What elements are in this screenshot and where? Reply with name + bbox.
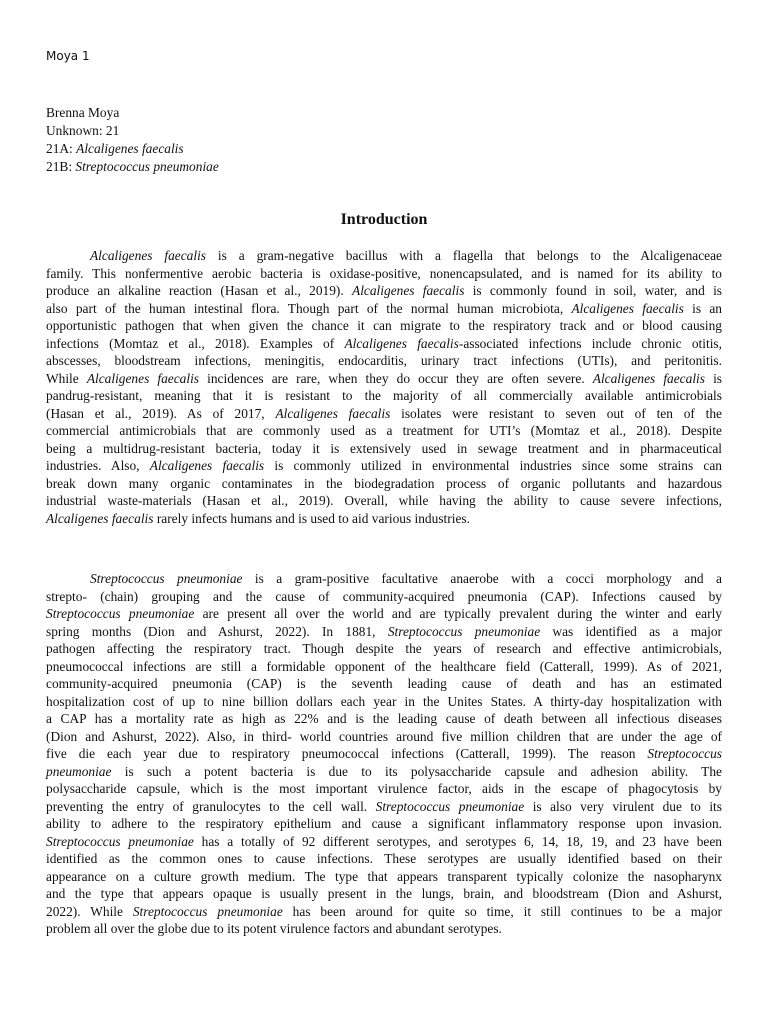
paragraph-line: [46, 492, 722, 510]
paragraph-line: [46, 850, 722, 868]
text-run: family. This nonfermentive aerobic bacteria is oxidase-positive, nonencapsulated, and is named for its ability to: [46, 265, 722, 281]
unknown-b-line: [46, 158, 219, 176]
text-run: has a totally of 92 different serotypes, and serotypes 6, 14, 18, 19, and 23 have been: [193, 833, 722, 849]
unknown-b-prefix: 21B:: [46, 159, 76, 174]
text-run: five die each year due to respiratory pneumococcal infections (Catterall, 1999). The reason: [46, 746, 648, 761]
species-name: Streptococcus: [647, 746, 722, 761]
text-run: abscesses, bloodstream infections, meningitis, endocarditis, urinary tract infections (UTIs), and peritonitis.: [46, 353, 722, 368]
paragraph-line: [46, 282, 722, 300]
paragraph-alcaligenes: [46, 247, 722, 527]
species-name: Streptococcus pneumoniae: [46, 833, 194, 849]
text-run: infections (Momtaz et al., 2018). Examples of: [46, 335, 345, 351]
paragraph-line: [46, 570, 722, 588]
text-run: isolates were resistant to seven out of ten of the: [390, 405, 723, 421]
text-run: appearance on a culture growth medium. The type that appears transparent typically colonize the nasopharynx: [46, 868, 722, 884]
text-run: industrial waste-materials (Hasan et al., 2019). Overall, while having the ability to cause severe infections,: [46, 493, 722, 508]
text-run: is a gram-negative bacillus with a flagella that belongs to the Alcaligenaceae: [206, 248, 722, 263]
species-name: Alcaligenes faecalis: [592, 370, 705, 386]
paragraph-line: [46, 247, 722, 265]
text-run: is: [704, 370, 723, 386]
text-run: -associated infections include chronic otitis,: [458, 335, 722, 351]
paragraph-line: [46, 780, 722, 798]
paragraph-line: [46, 510, 722, 528]
paragraph-line: [46, 623, 722, 641]
text-run: While: [46, 370, 87, 386]
paragraph-line: [46, 457, 722, 475]
paragraph-line: [46, 475, 722, 493]
paragraph-line: [46, 798, 722, 816]
paragraph-line: [46, 885, 722, 903]
paragraph-line: [46, 903, 722, 921]
paragraph-line: [46, 710, 722, 728]
text-run: is commonly found in soil, water, and is: [464, 283, 723, 298]
paragraph-line: [46, 317, 722, 335]
heading-block: [46, 104, 219, 176]
paragraph-line: [46, 387, 722, 405]
text-run: is commonly utilized in environmental industries since some strains can: [264, 458, 722, 473]
page-header: Moya 1: [46, 49, 90, 63]
text-run: is an: [683, 300, 723, 316]
paragraph-line: [46, 920, 722, 938]
paragraph-line: [46, 588, 722, 606]
species-name: Streptococcus pneumoniae: [132, 903, 283, 919]
species-name: Streptococcus pneumoniae: [387, 623, 541, 639]
species-name: Alcaligenes faecalis: [90, 248, 207, 263]
text-run: being a multidrug-resistant bacteria, today it is extensively used in sewage treatment and in pharmaceutical: [46, 440, 722, 456]
species-name: Alcaligenes faecalis: [352, 283, 465, 298]
paragraph-line: [46, 440, 722, 458]
text-run: ability to adhere to the respiratory epithelium and cause a significant inflammatory response upon invasion.: [46, 816, 722, 831]
text-run: spring months (Dion and Ashurst, 2022). In 1881,: [46, 623, 388, 639]
text-run: and the type that appears opaque is usually present in the lungs, brain, and bloodstream (Dion and Ashurst,: [46, 886, 722, 901]
text-run: preventing the entry of granulocytes to the cell wall.: [46, 798, 376, 814]
paragraph-line: [46, 745, 722, 763]
paragraph-line: [46, 868, 722, 886]
paragraph-line: [46, 265, 722, 283]
paragraph-line: [46, 352, 722, 370]
paragraph-line: [46, 693, 722, 711]
paragraph-line: [46, 405, 722, 423]
text-run: incidences are rare, when they do occur they are often severe.: [199, 370, 593, 386]
paragraph-line: [46, 640, 722, 658]
text-run: industries. Also,: [46, 458, 150, 473]
species-name: pneumoniae: [46, 763, 112, 779]
paragraph-line: [46, 815, 722, 833]
text-run: are present all over the world and are typically prevalent during the winter and early: [194, 606, 722, 621]
paragraph-line: [46, 300, 722, 318]
section-title: Introduction: [340, 211, 428, 228]
text-run: a CAP has a mortality rate as high as 22% and is the leading cause of death between all infectious diseases: [46, 711, 722, 726]
species-name: Alcaligenes faecalis: [46, 510, 154, 526]
paragraph-line: [46, 763, 722, 781]
text-run: was identified as a major: [540, 623, 722, 639]
paragraph-line: [46, 605, 722, 623]
text-run: 2022). While: [46, 903, 133, 919]
species-name: Alcaligenes faecalis: [149, 458, 265, 473]
species-name: Streptococcus pneumoniae: [375, 798, 525, 814]
text-run: rarely infects humans and is used to aid various industries.: [153, 510, 470, 526]
text-run: strepto- (chain) grouping and the cause of community-acquired pneumonia (CAP). Infections caused by: [46, 588, 722, 604]
paragraph-line: [46, 728, 722, 746]
paragraph-line: [46, 675, 722, 693]
text-run: is also very virulent due to its: [524, 798, 722, 814]
unknown-a-prefix: 21A:: [46, 141, 77, 156]
text-run: polysaccharide capsule, which is the most important virulence factor, aids in the escape of phagocytosis by: [46, 781, 722, 796]
text-run: is a gram-positive facultative anaerobe with a cocci morphology and a: [242, 571, 722, 586]
paragraph-line: [46, 833, 722, 851]
text-run: (Hasan et al., 2019). As of 2017,: [46, 405, 276, 421]
unknown-a-line: [46, 140, 219, 158]
unknown-b-species: Streptococcus pneumoniae: [75, 159, 219, 174]
paragraph-line: [46, 335, 722, 353]
paragraph-line: [46, 422, 722, 440]
text-run: is such a potent bacteria is due to its polysaccharide capsule and adhesion ability. The: [111, 763, 722, 779]
text-run: has been around for quite so time, it still continues to be a major: [282, 903, 722, 919]
unknown-a-species: Alcaligenes faecalis: [76, 141, 184, 156]
author-name: Brenna Moya: [46, 105, 120, 120]
text-run: identified as the common ones to cause infections. These serotypes are usually identified based on their: [46, 851, 722, 866]
text-run: commercial antimicrobials that are commonly used as a treatment for UTI’s (Momtaz et al., 2018). Despite: [46, 423, 722, 438]
text-run: produce an alkaline reaction (Hasan et al., 2019).: [46, 283, 353, 298]
paragraph-line: [46, 658, 722, 676]
text-run: community-acquired pneumonia (CAP) is the seventh leading cause of death and has an estimated: [46, 676, 722, 691]
species-name: Alcaligenes faecalis: [571, 300, 684, 316]
species-name: Alcaligenes faecalis: [86, 370, 200, 386]
species-name: Alcaligenes faecalis: [344, 335, 459, 351]
text-run: break down many organic contaminates in the biodegradation process of organic pollutants and hazardous: [46, 475, 722, 491]
text-run: also part of the human intestinal flora. Though part of the normal human microbiota,: [46, 300, 572, 316]
species-name: Streptococcus pneumoniae: [46, 606, 195, 621]
paragraph-line: [46, 370, 722, 388]
text-run: pathogen affecting the respiratory tract. Though despite the years of research and effective antimicrobials,: [46, 641, 722, 656]
text-run: (Dion and Ashurst, 2022). Also, in third- world countries around five million children that are under the age of: [46, 728, 722, 744]
species-name: Streptococcus pneumoniae: [90, 571, 243, 586]
unknown-number: Unknown: 21: [46, 123, 120, 138]
text-run: pandrug-resistant, meaning that it is resistant to the majority of all commercially available antimicrobials: [46, 388, 722, 403]
text-run: opportunistic pathogen that when given the chance it can migrate to the respiratory track and or blood causing: [46, 318, 722, 333]
text-run: problem all over the globe due to its potent virulence factors and abundant serotypes.: [46, 921, 502, 936]
species-name: Alcaligenes faecalis: [275, 405, 391, 421]
text-run: hospitalization cost of up to nine billion dollars each year in the Unites States. A thirty-day hospitalization with: [46, 693, 722, 709]
paragraph-streptococcus: [46, 570, 722, 938]
text-run: pneumococcal infections are still a formidable opponent of the healthcare field (Catterall, 1999). As of 2021,: [46, 658, 722, 674]
